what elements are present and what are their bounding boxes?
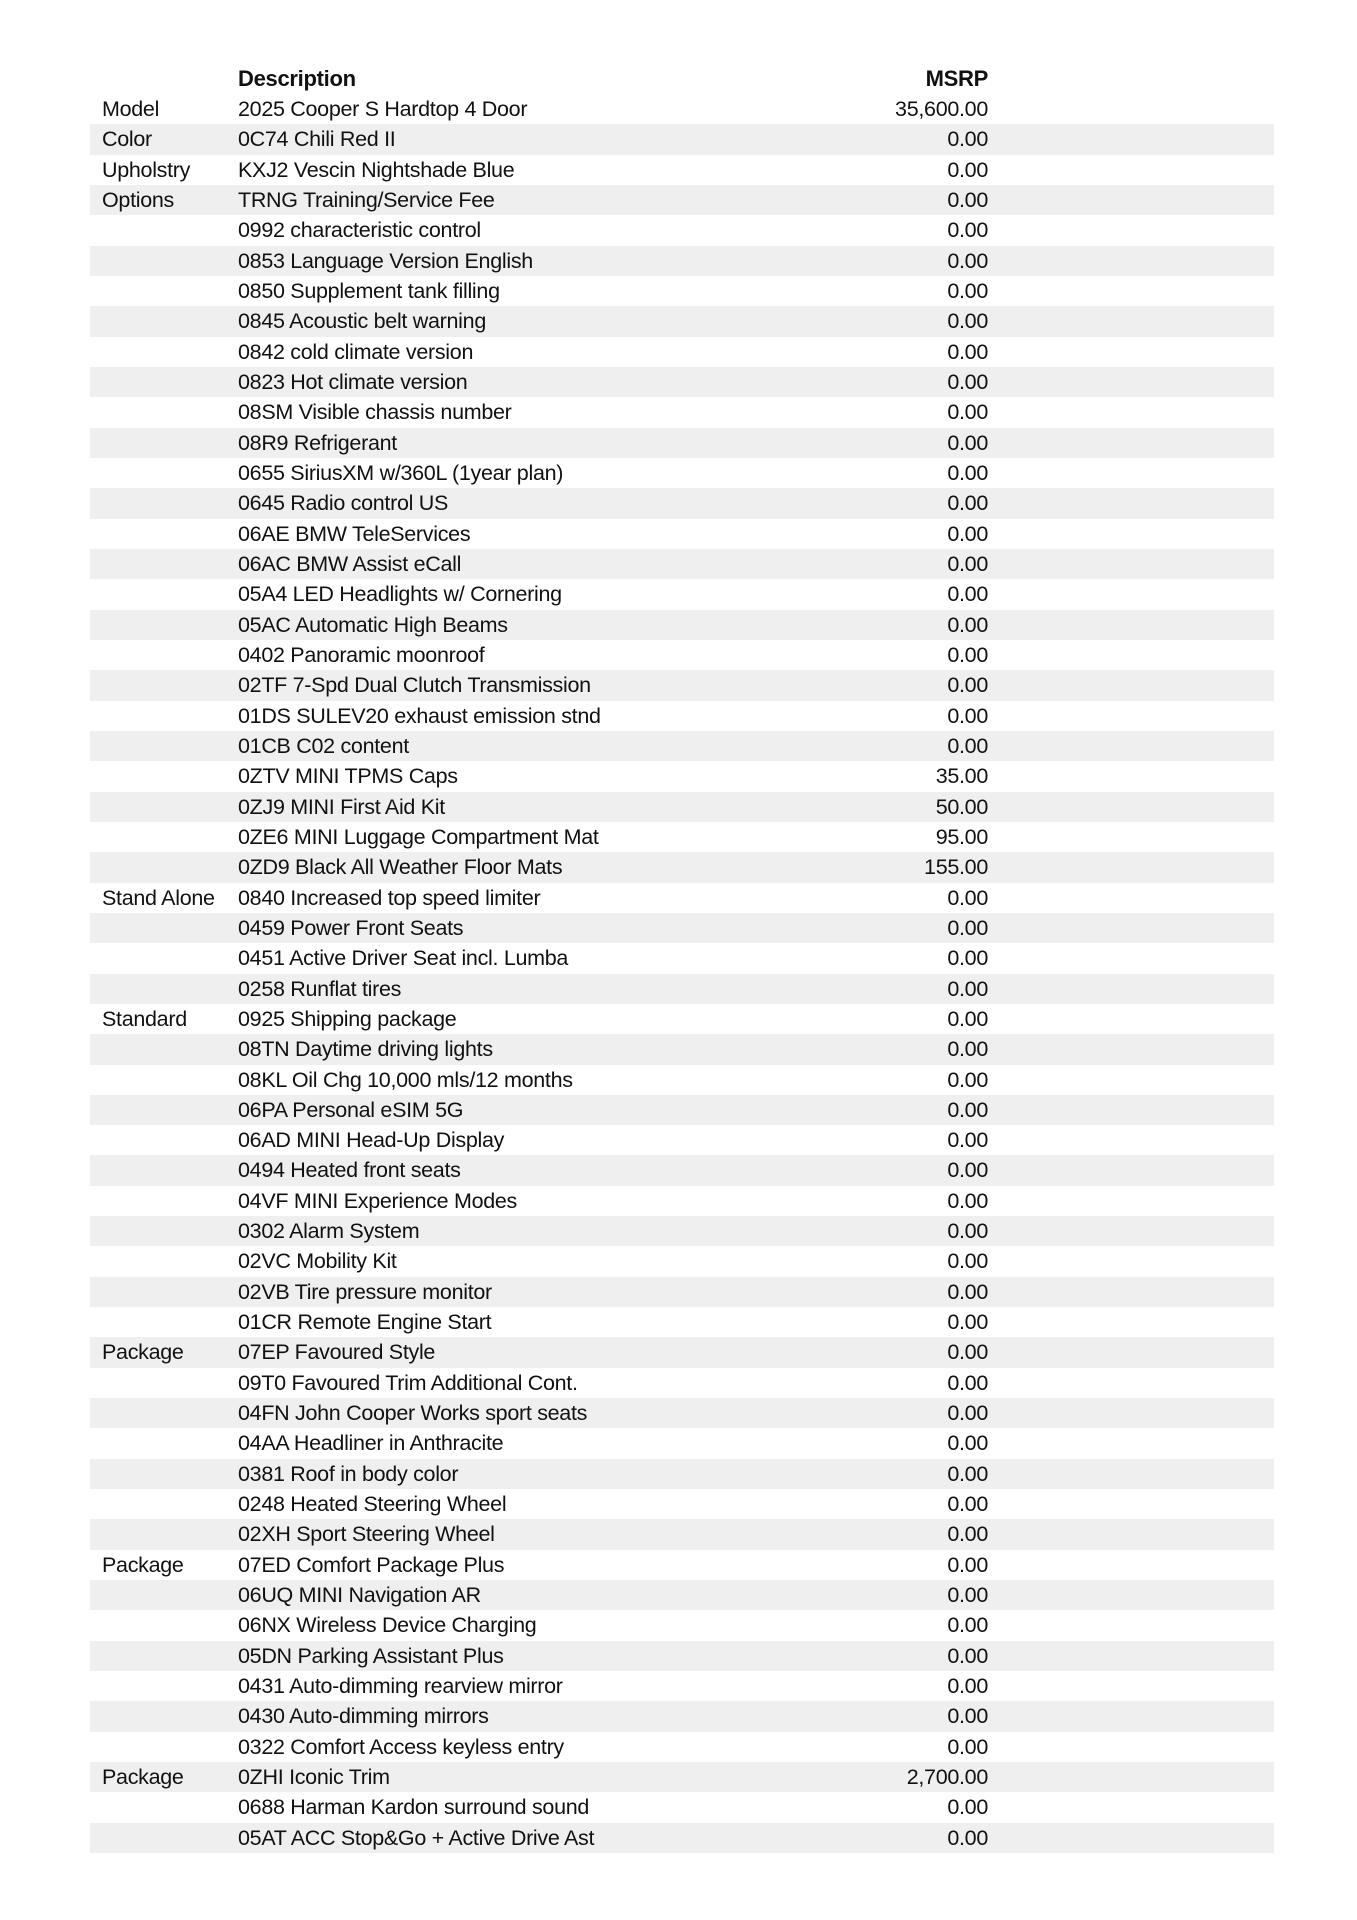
- table-row: [90, 519, 1274, 549]
- row-msrp: 0.00: [947, 1249, 988, 1274]
- row-description: 0645 Radio control US: [238, 491, 449, 516]
- row-description: 05AC Automatic High Beams: [238, 612, 508, 637]
- row-description: 0925 Shipping package: [238, 1006, 457, 1031]
- row-msrp: 0.00: [947, 673, 988, 698]
- table-row: [90, 1337, 1274, 1367]
- row-msrp: 0.00: [947, 1613, 988, 1638]
- row-description: 05DN Parking Assistant Plus: [238, 1643, 504, 1668]
- table-row: [90, 1246, 1274, 1276]
- row-msrp: 0.00: [947, 1643, 988, 1668]
- row-description: 06AC BMW Assist eCall: [238, 551, 462, 576]
- table-row: [90, 488, 1274, 518]
- row-description: 0992 characteristic control: [238, 218, 481, 243]
- row-description: 02XH Sport Steering Wheel: [238, 1522, 495, 1547]
- table-row: [90, 1034, 1274, 1064]
- row-description: 0322 Comfort Access keyless entry: [238, 1734, 564, 1759]
- row-msrp: 0.00: [947, 1310, 988, 1335]
- row-description: 0823 Hot climate version: [238, 369, 468, 394]
- table-row: [90, 549, 1274, 579]
- row-description: 04VF MINI Experience Modes: [238, 1188, 517, 1213]
- row-description: 04FN John Cooper Works sport seats: [238, 1401, 588, 1426]
- table-row: [90, 1610, 1274, 1640]
- table-row: [90, 1519, 1274, 1549]
- row-description: 0ZTV MINI TPMS Caps: [238, 764, 458, 789]
- table-row: [90, 428, 1274, 458]
- row-description: 0494 Heated front seats: [238, 1158, 461, 1183]
- table-row: [90, 913, 1274, 943]
- table-row: [90, 155, 1274, 185]
- row-msrp: 0.00: [947, 1097, 988, 1122]
- table-row: [90, 1580, 1274, 1610]
- row-category: Package: [102, 1340, 184, 1365]
- table-row: [90, 1671, 1274, 1701]
- row-description: 0845 Acoustic belt warning: [238, 309, 486, 334]
- table-row: [90, 1277, 1274, 1307]
- row-category: Standard: [102, 1006, 187, 1031]
- row-description: 0402 Panoramic moonroof: [238, 642, 485, 667]
- table-row: [90, 640, 1274, 670]
- table-row: [90, 1065, 1274, 1095]
- row-msrp: 0.00: [947, 157, 988, 182]
- row-msrp: 0.00: [947, 1552, 988, 1577]
- table-row: [90, 1550, 1274, 1580]
- row-description: 02VB Tire pressure monitor: [238, 1279, 492, 1304]
- row-description: 0459 Power Front Seats: [238, 915, 464, 940]
- row-msrp: 0.00: [947, 187, 988, 212]
- row-description: 06UQ MINI Navigation AR: [238, 1583, 481, 1608]
- row-description: 06NX Wireless Device Charging: [238, 1613, 537, 1638]
- table-row: [90, 337, 1274, 367]
- table-row: [90, 731, 1274, 761]
- row-description: 0655 SiriusXM w/360L (1year plan): [238, 460, 564, 485]
- table-row: [90, 1823, 1274, 1853]
- row-description: 06AE BMW TeleServices: [238, 521, 471, 546]
- row-description: 2025 Cooper S Hardtop 4 Door: [238, 97, 528, 121]
- row-msrp: 0.00: [947, 885, 988, 910]
- row-msrp: 0.00: [947, 1401, 988, 1426]
- row-msrp: 0.00: [947, 1128, 988, 1153]
- row-msrp: 0.00: [947, 1492, 988, 1517]
- row-description: 08R9 Refrigerant: [238, 430, 397, 455]
- row-description: 0248 Heated Steering Wheel: [238, 1492, 507, 1517]
- row-description: 06PA Personal eSIM 5G: [238, 1097, 464, 1122]
- table-row: [90, 1186, 1274, 1216]
- row-category: Color: [102, 127, 152, 152]
- table-row: [90, 246, 1274, 276]
- table-row: [90, 1762, 1274, 1792]
- table-row: [90, 124, 1274, 154]
- table-row: [90, 974, 1274, 1004]
- row-msrp: 0.00: [947, 703, 988, 728]
- table-row: [90, 276, 1274, 306]
- table-row: [90, 1428, 1274, 1458]
- table-row: [90, 1641, 1274, 1671]
- row-msrp: 0.00: [947, 1340, 988, 1365]
- row-description: 0ZD9 Black All Weather Floor Mats: [238, 855, 563, 880]
- row-description: 0853 Language Version English: [238, 248, 533, 273]
- row-description: 0381 Roof in body color: [238, 1461, 459, 1486]
- row-description: 0688 Harman Kardon surround sound: [238, 1795, 590, 1820]
- row-msrp: 0.00: [947, 1279, 988, 1304]
- row-msrp: 35,600.00: [895, 97, 988, 121]
- row-msrp: 0.00: [947, 582, 988, 607]
- row-description: 05A4 LED Headlights w/ Cornering: [238, 582, 562, 607]
- table-row: [90, 1307, 1274, 1337]
- row-msrp: 0.00: [947, 1431, 988, 1456]
- row-category: Stand Alone: [102, 885, 215, 910]
- row-description: 04AA Headliner in Anthracite: [238, 1431, 504, 1456]
- row-msrp: 95.00: [935, 824, 988, 849]
- table-row: [90, 1004, 1274, 1034]
- row-description: 0C74 Chili Red II: [238, 127, 396, 152]
- table-row: [90, 701, 1274, 731]
- row-msrp: 0.00: [947, 946, 988, 971]
- row-description: 0842 cold climate version: [238, 339, 474, 364]
- table-row: [90, 761, 1274, 791]
- row-msrp: 0.00: [947, 551, 988, 576]
- table-row: [90, 397, 1274, 427]
- header-msrp: MSRP: [925, 66, 988, 91]
- row-msrp: 0.00: [947, 1734, 988, 1759]
- row-description: 07ED Comfort Package Plus: [238, 1552, 505, 1577]
- row-description: 07EP Favoured Style: [238, 1340, 436, 1365]
- row-description: 0430 Auto-dimming mirrors: [238, 1704, 489, 1729]
- table-row: [90, 1489, 1274, 1519]
- row-msrp: 0.00: [947, 642, 988, 667]
- row-category: Model: [102, 97, 160, 121]
- row-msrp: 0.00: [947, 491, 988, 516]
- row-msrp: 0.00: [947, 915, 988, 940]
- row-msrp: 155.00: [924, 855, 988, 880]
- row-description: 0ZE6 MINI Luggage Compartment Mat: [238, 824, 599, 849]
- table-row: [90, 1398, 1274, 1428]
- row-description: 01CB C02 content: [238, 733, 409, 758]
- table-row: [90, 610, 1274, 640]
- table-row: [90, 458, 1274, 488]
- row-description: 0850 Supplement tank filling: [238, 278, 500, 303]
- row-msrp: 0.00: [947, 1037, 988, 1062]
- table-row: [90, 215, 1274, 245]
- table-row: [90, 822, 1274, 852]
- table-row: [90, 1095, 1274, 1125]
- row-description: 0840 Increased top speed limiter: [238, 885, 541, 910]
- row-description: KXJ2 Vescin Nightshade Blue: [238, 157, 515, 182]
- table-row: [90, 1701, 1274, 1731]
- table-row: [90, 1792, 1274, 1822]
- table-row: [90, 943, 1274, 973]
- row-msrp: 0.00: [947, 1704, 988, 1729]
- row-msrp: 0.00: [947, 400, 988, 425]
- row-msrp: 0.00: [947, 218, 988, 243]
- table-row: [90, 1216, 1274, 1246]
- row-msrp: 0.00: [947, 248, 988, 273]
- row-description: TRNG Training/Service Fee: [238, 187, 495, 212]
- row-description: 0ZHI Iconic Trim: [238, 1765, 390, 1790]
- table-row: [90, 670, 1274, 700]
- row-msrp: 0.00: [947, 1583, 988, 1608]
- row-category: Package: [102, 1765, 184, 1790]
- row-msrp: 0.00: [947, 1674, 988, 1699]
- row-msrp: 0.00: [947, 309, 988, 334]
- row-description: 01DS SULEV20 exhaust emission stnd: [238, 703, 601, 728]
- row-msrp: 0.00: [947, 1370, 988, 1395]
- row-description: 05AT ACC Stop&Go + Active Drive Ast: [238, 1825, 595, 1850]
- row-msrp: 0.00: [947, 1825, 988, 1850]
- row-msrp: 0.00: [947, 976, 988, 1001]
- row-msrp: 0.00: [947, 1795, 988, 1820]
- row-description: 08TN Daytime driving lights: [238, 1037, 493, 1062]
- table-row: [90, 367, 1274, 397]
- row-msrp: 0.00: [947, 1006, 988, 1031]
- table-row: [90, 1368, 1274, 1398]
- table-row: [90, 883, 1274, 913]
- row-description: 02VC Mobility Kit: [238, 1249, 397, 1274]
- table-row: [90, 1459, 1274, 1489]
- row-msrp: 0.00: [947, 127, 988, 152]
- table-row: [90, 185, 1274, 215]
- row-msrp: 0.00: [947, 278, 988, 303]
- table-header: [90, 64, 1274, 94]
- table-row: [90, 1732, 1274, 1762]
- row-description: 01CR Remote Engine Start: [238, 1310, 492, 1335]
- price-sheet-table: [90, 64, 1274, 1853]
- row-description: 0302 Alarm System: [238, 1219, 420, 1244]
- row-msrp: 0.00: [947, 1219, 988, 1244]
- row-description: 08SM Visible chassis number: [238, 400, 512, 425]
- table-row: [90, 792, 1274, 822]
- row-msrp: 35.00: [935, 764, 988, 789]
- row-msrp: 50.00: [935, 794, 988, 819]
- row-category: Options: [102, 187, 174, 212]
- table-row: [90, 306, 1274, 336]
- row-msrp: 0.00: [947, 733, 988, 758]
- row-description: 08KL Oil Chg 10,000 mls/12 months: [238, 1067, 573, 1092]
- row-category: Upholstry: [102, 157, 191, 182]
- row-description: 0258 Runflat tires: [238, 976, 402, 1001]
- header-description: Description: [238, 66, 356, 91]
- row-description: 09T0 Favoured Trim Additional Cont.: [238, 1370, 578, 1395]
- row-msrp: 0.00: [947, 369, 988, 394]
- row-msrp: 0.00: [947, 1158, 988, 1183]
- table-row: [90, 1155, 1274, 1185]
- row-description: 0ZJ9 MINI First Aid Kit: [238, 794, 445, 819]
- table-row: [90, 94, 1274, 124]
- row-description: 0451 Active Driver Seat incl. Lumba: [238, 946, 569, 971]
- row-category: Package: [102, 1552, 184, 1577]
- row-msrp: 0.00: [947, 1522, 988, 1547]
- table-row: [90, 1125, 1274, 1155]
- table-body: [90, 94, 1274, 1853]
- row-msrp: 0.00: [947, 1461, 988, 1486]
- row-msrp: 0.00: [947, 1067, 988, 1092]
- row-description: 02TF 7-Spd Dual Clutch Transmission: [238, 673, 591, 698]
- row-msrp: 0.00: [947, 1188, 988, 1213]
- row-msrp: 0.00: [947, 339, 988, 364]
- row-msrp: 0.00: [947, 460, 988, 485]
- table-row: [90, 579, 1274, 609]
- row-msrp: 0.00: [947, 521, 988, 546]
- row-description: 0431 Auto-dimming rearview mirror: [238, 1674, 563, 1699]
- table-row: [90, 852, 1274, 882]
- row-msrp: 2,700.00: [906, 1765, 988, 1790]
- row-msrp: 0.00: [947, 430, 988, 455]
- row-msrp: 0.00: [947, 612, 988, 637]
- row-description: 06AD MINI Head-Up Display: [238, 1128, 505, 1153]
